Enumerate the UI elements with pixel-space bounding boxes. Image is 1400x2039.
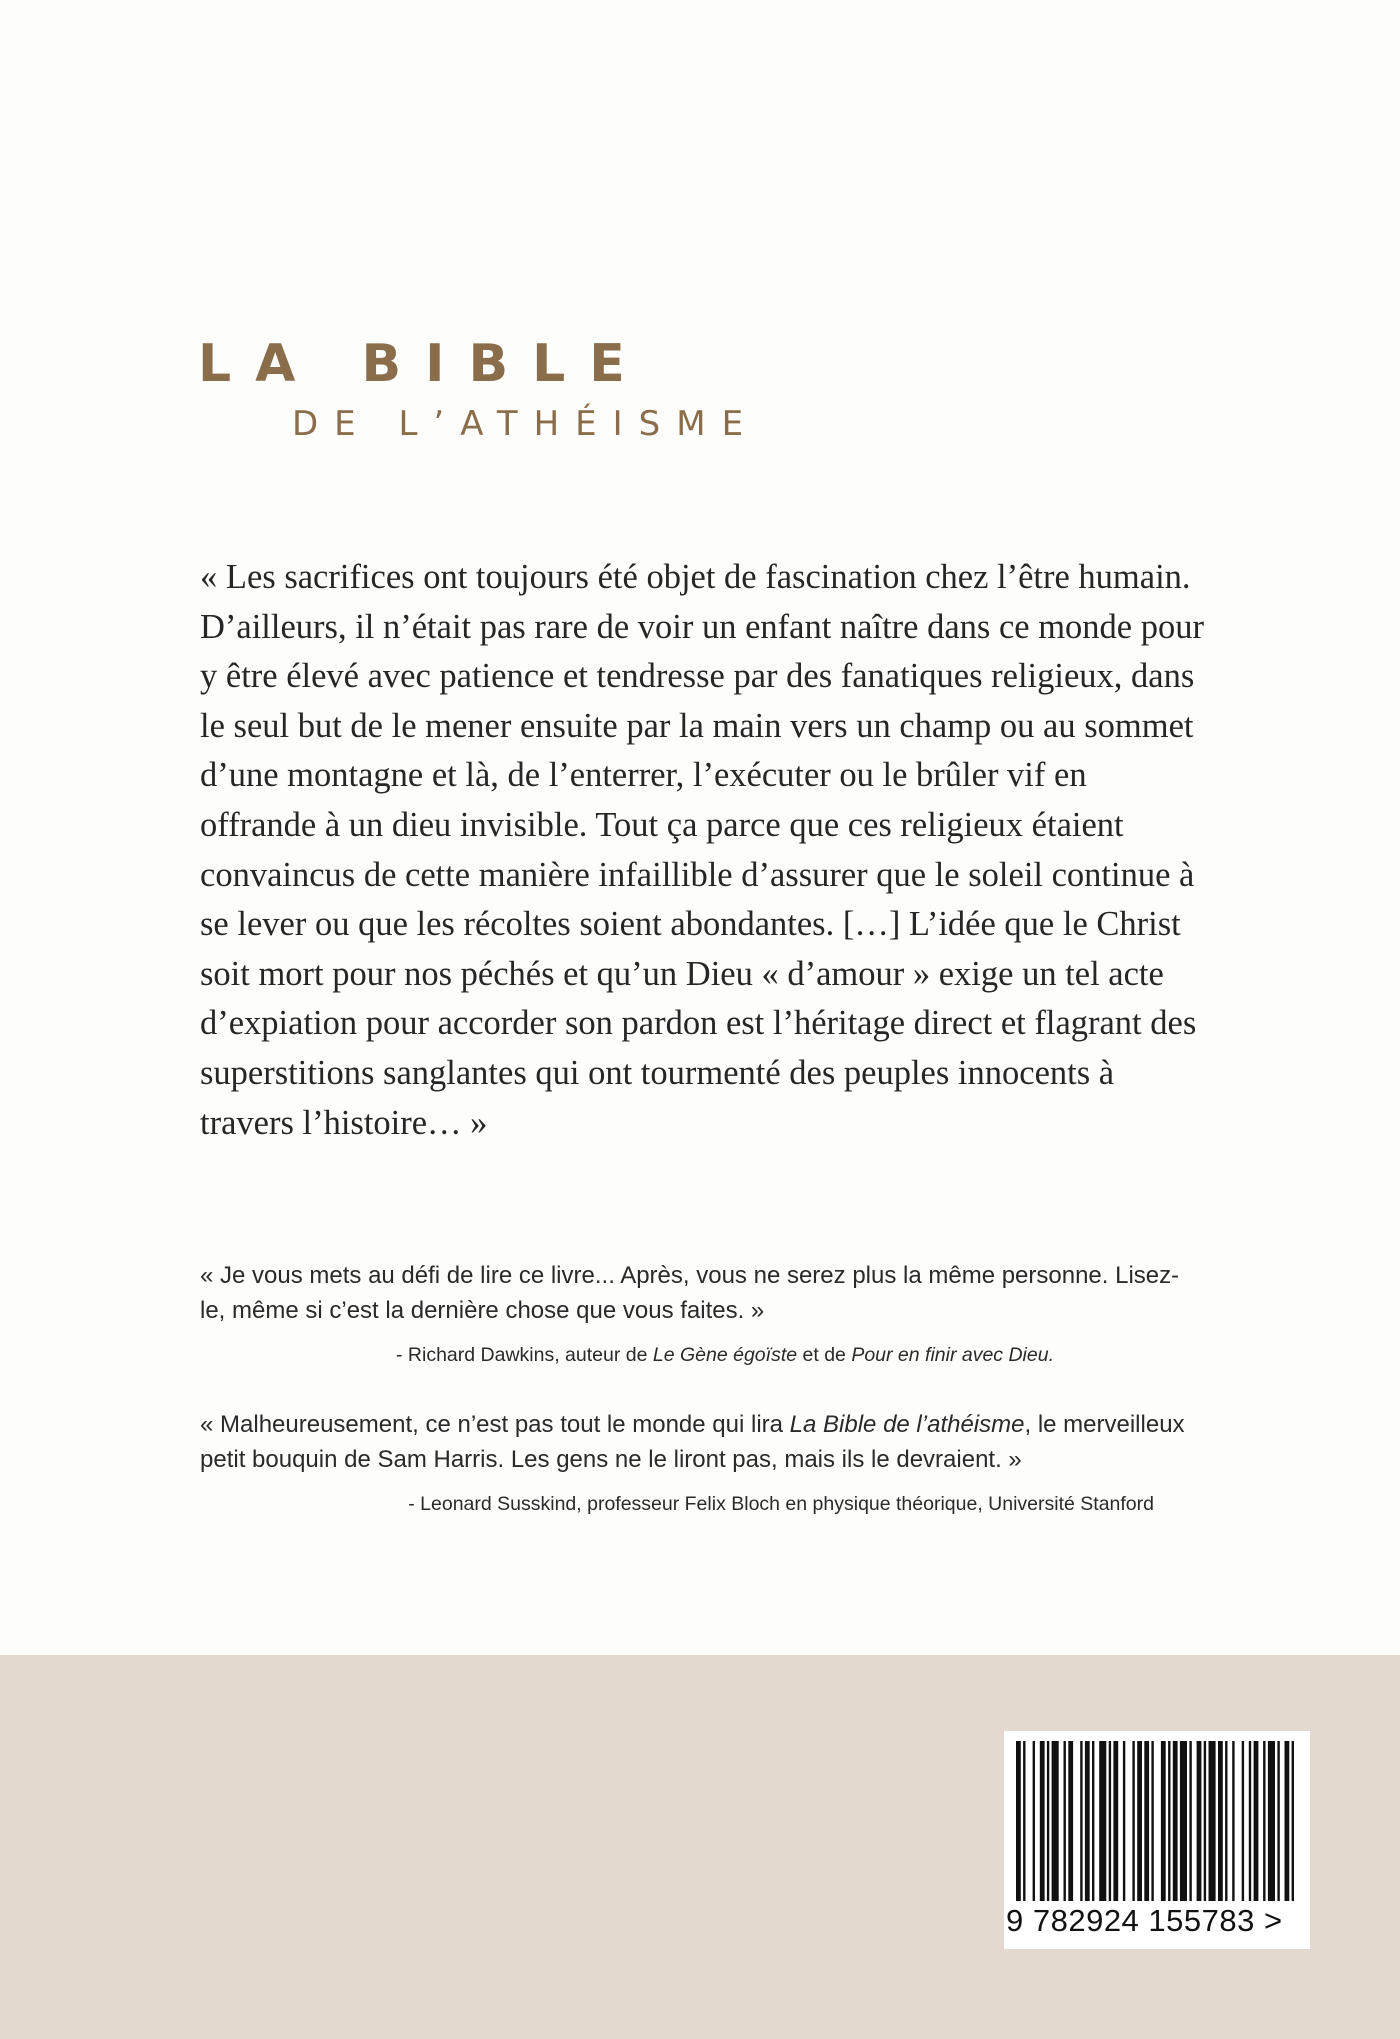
endorsement-text-start: « Malheureusement, ce n’est pas tout le monde qui lira [200,1411,790,1438]
endorsement-text: « Je vous mets au défi de lire ce livre... Après, vous ne serez plus la même personne. Lisez-le, même si c’est la dernière chose que vous faites. » [200,1262,1180,1324]
barcode-bar [1204,1741,1206,1901]
endorsement-attribution: - Leonard Susskind, professeur Felix Bloch en physique théorique, Université Stanford [408,1493,1154,1515]
book-excerpt: « Les sacrifices ont toujours été objet de fascination chez l’être humain. D’ailleurs, il n’était pas rare de voir un enfant naître dans ce monde pour y être élevé avec patience et tendresse par des fanatiques religieux, dans le seul but de le mener ensuite par la main vers un champ ou au sommet d’une montagne et là, de l’enterrer, l’exécuter ou le brûler vif en offrande à un dieu invisible. Tout ça parce que ces religieux étaient convaincus de cette manière infaillible d’assurer que le soleil continue à se lever ou que les récoltes soient abondantes. […] L’idée que le Christ soit mort pour nos péchés et qu’un Dieu « d’amour » exige un tel acte d’expiation pour accorder son pardon est l’héritage direct et flagrant des superstitions sanglantes qui ont tourmenté des peuples innocents à travers l’histoire… » [200,558,1204,1142]
barcode-bar [1023,1741,1025,1901]
barcode-bar [1064,1741,1066,1901]
barcode-bar [1161,1741,1166,1901]
barcode-bar [1123,1741,1125,1901]
barcode-bar [1080,1741,1082,1901]
barcode-bar [1040,1741,1045,1901]
barcode-bar [1173,1741,1178,1901]
endorsement-dawkins [200,1258,1200,1370]
endorsement-attribution [200,1340,1054,1370]
isbn-barcode [1004,1731,1310,1949]
barcode-bar [1254,1741,1259,1901]
barcode-bar [1218,1741,1223,1901]
barcode-bar [1047,1741,1049,1901]
barcode-bar [1232,1741,1234,1901]
barcode-bar [1168,1741,1170,1901]
attribution-book-title: Pour en finir avec Dieu. [851,1344,1054,1366]
barcode-bar [1144,1741,1149,1901]
barcode-bar [1189,1741,1191,1901]
barcode-bar [1268,1741,1275,1901]
barcode-bar [1180,1741,1187,1901]
isbn-number: 9 782924 155783 > [1006,1903,1283,1938]
book-title [198,332,898,446]
barcode-bar [1109,1741,1111,1901]
barcode-bar [1151,1741,1153,1901]
barcode-bar [1068,1741,1073,1901]
attribution-book-title: Le Gène égoïste [652,1344,798,1366]
barcode-bar [1099,1741,1106,1901]
barcode-bar [1016,1741,1021,1901]
endorsement-text-end: , le merveilleux petit bouquin de Sam Harris. Les gens ne le liront pas, mais ils le devraient. » [200,1411,1185,1473]
book-title-main: LA BIBLE [198,334,649,394]
barcode-bars [1004,1731,1310,1903]
barcode-bar [1197,1741,1202,1901]
attribution-connector: et de [797,1344,852,1366]
endorsement-book-title: La Bible de l’athéisme [789,1411,1025,1438]
barcode-bar [1263,1741,1265,1901]
barcode-bar [1285,1741,1290,1901]
barcode-bar [1052,1741,1059,1901]
attribution-prefix: - Richard Dawkins, auteur de [396,1344,653,1366]
book-title-subtitle: DE L’ATHÉISME [292,404,760,444]
barcode-bar [1249,1741,1251,1901]
barcode-bar [1277,1741,1279,1901]
barcode-bar [1092,1741,1094,1901]
barcode-bar [1242,1741,1244,1901]
barcode-bar [1132,1741,1134,1901]
barcode-bar [1225,1741,1227,1901]
barcode-bar [1113,1741,1118,1901]
barcode-bar [1137,1741,1142,1901]
barcode-bar [1033,1741,1035,1901]
barcode-bar [1085,1741,1090,1901]
endorsement-text [200,1407,1200,1477]
endorsement-susskind [200,1407,1200,1519]
barcode-bar [1292,1741,1294,1901]
barcode-bar [1209,1741,1216,1901]
